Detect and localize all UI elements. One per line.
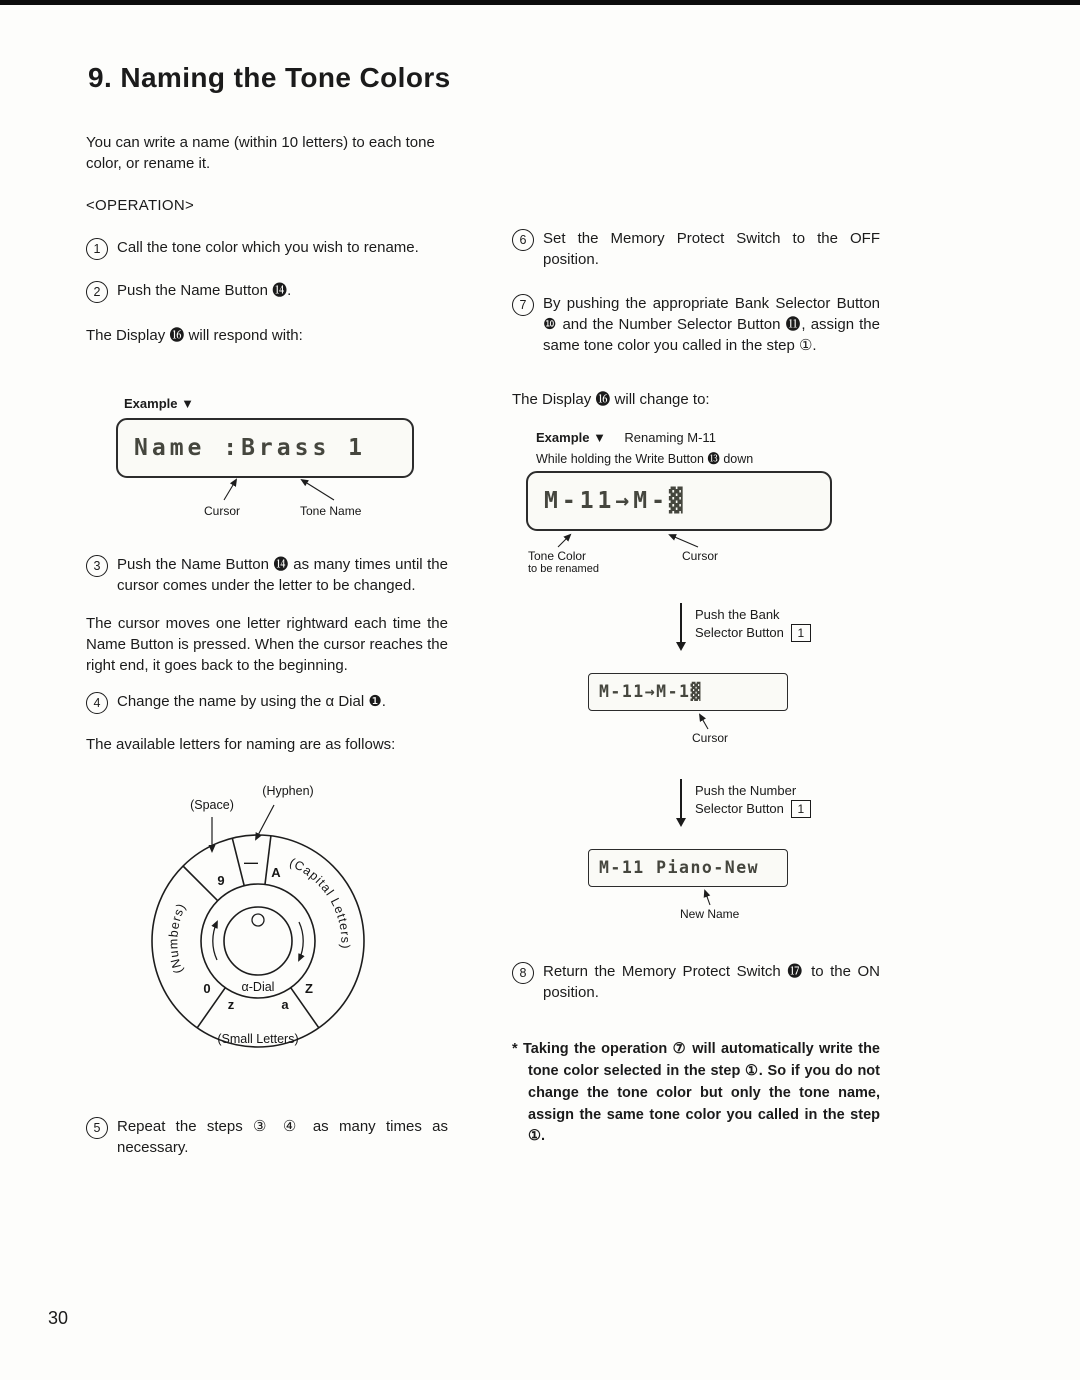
bank-selector-caption bbox=[695, 601, 811, 663]
lcd-display-3-text: M-11→M-1▓ bbox=[599, 682, 702, 702]
step-2 bbox=[86, 280, 448, 303]
number-selector-caption bbox=[695, 777, 811, 839]
step-6-text: Set the Memory Protect Switch to the OFF position. bbox=[543, 230, 880, 269]
step-1-number: 1 bbox=[86, 238, 108, 260]
step-7 bbox=[512, 293, 880, 357]
lcd-figure-4 bbox=[512, 849, 880, 933]
alpha-dial-diagram bbox=[100, 779, 416, 1071]
lcd-display-2 bbox=[526, 471, 832, 531]
down-arrow-icon bbox=[680, 603, 682, 647]
dial-capital-letters-label: (Capital Letters) bbox=[287, 855, 353, 950]
step-5-text: Repeat the steps ③ ④ as many times as necessary. bbox=[117, 1117, 448, 1157]
step-6-number: 6 bbox=[512, 229, 534, 251]
dial-char-a: a bbox=[281, 996, 289, 1012]
number-key-1: 1 bbox=[791, 800, 811, 818]
tone-color-label-line2: to be renamed bbox=[528, 562, 599, 575]
step-8 bbox=[512, 961, 880, 1004]
step-8-text: Return the Memory Protect Switch ⓱ to the ON position. bbox=[543, 962, 880, 1002]
dial-char-9: 9 bbox=[217, 872, 225, 888]
step-1-text: Call the tone color which you wish to rename. bbox=[117, 238, 419, 256]
lcd-display-4-text: M-11 Piano-New bbox=[599, 858, 760, 878]
display-respond-text: The Display ⓰ will respond with: bbox=[86, 326, 303, 344]
bank-caption-line2: Selector Button bbox=[695, 624, 784, 640]
lcd-display-4 bbox=[588, 849, 788, 887]
example-label-2: Example ▼ bbox=[536, 429, 606, 445]
step-5-number: 5 bbox=[86, 1117, 108, 1139]
display-change-text: The Display ⓰ will change to: bbox=[512, 391, 710, 409]
bank-caption-line1: Push the Bank bbox=[695, 606, 780, 622]
dial-char-Z: Z bbox=[305, 980, 313, 996]
cursor-label-3: Cursor bbox=[692, 730, 729, 745]
step-4-number: 4 bbox=[86, 692, 108, 714]
bank-key-1: 1 bbox=[791, 624, 811, 642]
lcd-display-1-text: Name :Brass 1 bbox=[134, 435, 367, 462]
lcd-display-2-text: M-11→M-▓ bbox=[544, 487, 687, 514]
svg-text:(Capital Letters) bbox=[287, 855, 352, 950]
svg-text:(Numbers) bbox=[166, 901, 188, 976]
new-name-label: New Name bbox=[680, 906, 740, 921]
dial-char-A: A bbox=[271, 864, 281, 880]
dial-hyphen-label: (Hyphen) bbox=[262, 783, 314, 798]
example-sub-2: While holding the Write Button ⓭ down bbox=[536, 451, 754, 466]
number-caption-line2: Selector Button bbox=[695, 800, 784, 816]
dial-char-0: 0 bbox=[203, 980, 211, 996]
footnote-text: * Taking the operation ⑦ will automatically write the tone color selected in the step ①. So if you do not change the tone color but only the tone name, assign the same tone color you called in the step ①. bbox=[512, 1041, 880, 1145]
step-2-text: Push the Name Button ⓮. bbox=[117, 281, 292, 299]
down-arrow-icon bbox=[680, 779, 682, 823]
dial-alpha-label: α-Dial bbox=[241, 979, 275, 994]
step-3-number: 3 bbox=[86, 555, 108, 577]
lcd-display-3 bbox=[588, 673, 788, 711]
left-column bbox=[86, 132, 448, 1159]
tone-name-label: Tone Name bbox=[300, 504, 362, 519]
dial-char-hyphen: — bbox=[244, 853, 258, 870]
lcd-display-1 bbox=[116, 418, 414, 478]
lcd-figure-1 bbox=[86, 396, 448, 528]
step-5 bbox=[86, 1116, 448, 1159]
dial-small-letters-label: (Small Letters) bbox=[217, 1031, 299, 1046]
step-7-text: By pushing the appropriate Bank Selector Button ❿ and the Number Selector Button ⓫, assign the same tone color you called in the step ①. bbox=[543, 294, 880, 355]
dial-space-label: (Space) bbox=[190, 797, 234, 812]
step-6 bbox=[512, 228, 880, 271]
bank-selector-arrow-step bbox=[680, 601, 880, 663]
step-1 bbox=[86, 237, 448, 260]
letters-note-text: The available letters for naming are as follows: bbox=[86, 735, 396, 753]
scan-edge-line bbox=[0, 0, 1080, 5]
alpha-dial-figure bbox=[100, 779, 448, 1076]
page-title: 9. Naming the Tone Colors bbox=[88, 62, 451, 93]
step-3 bbox=[86, 554, 448, 597]
page-number: 30 bbox=[48, 1308, 69, 1328]
example-label: Example ▼ bbox=[124, 396, 194, 412]
step-7-number: 7 bbox=[512, 294, 534, 316]
number-caption-line1: Push the Number bbox=[695, 782, 797, 798]
operation-heading: <OPERATION> bbox=[86, 196, 195, 214]
step-4 bbox=[86, 691, 448, 714]
intro-text: You can write a name (within 10 letters) to each tone color, or rename it. bbox=[86, 134, 435, 173]
dial-char-z: z bbox=[227, 996, 235, 1012]
step-3-text: Push the Name Button ⓮ as many times until the cursor comes under the letter to be changed. bbox=[117, 556, 448, 595]
dial-numbers-label: (Numbers) bbox=[166, 900, 189, 976]
step-4-text: Change the name by using the α Dial ❶. bbox=[117, 692, 386, 710]
cursor-note-text: The cursor moves one letter rightward each time the Name Button is pressed. When the cursor reaches the right end, it goes back to the beginning. bbox=[86, 614, 448, 675]
step-2-number: 2 bbox=[86, 281, 108, 303]
cursor-label-2: Cursor bbox=[682, 548, 719, 563]
step-8-number: 8 bbox=[512, 962, 534, 984]
lcd-figure-3 bbox=[512, 673, 880, 757]
cursor-label: Cursor bbox=[204, 504, 241, 519]
tone-color-label-line1: Tone Color bbox=[528, 548, 587, 563]
example-title-2: Renaming M-11 bbox=[624, 429, 716, 445]
lcd-figure-2 bbox=[512, 429, 880, 579]
number-selector-arrow-step bbox=[680, 777, 880, 839]
right-column bbox=[512, 228, 880, 1148]
